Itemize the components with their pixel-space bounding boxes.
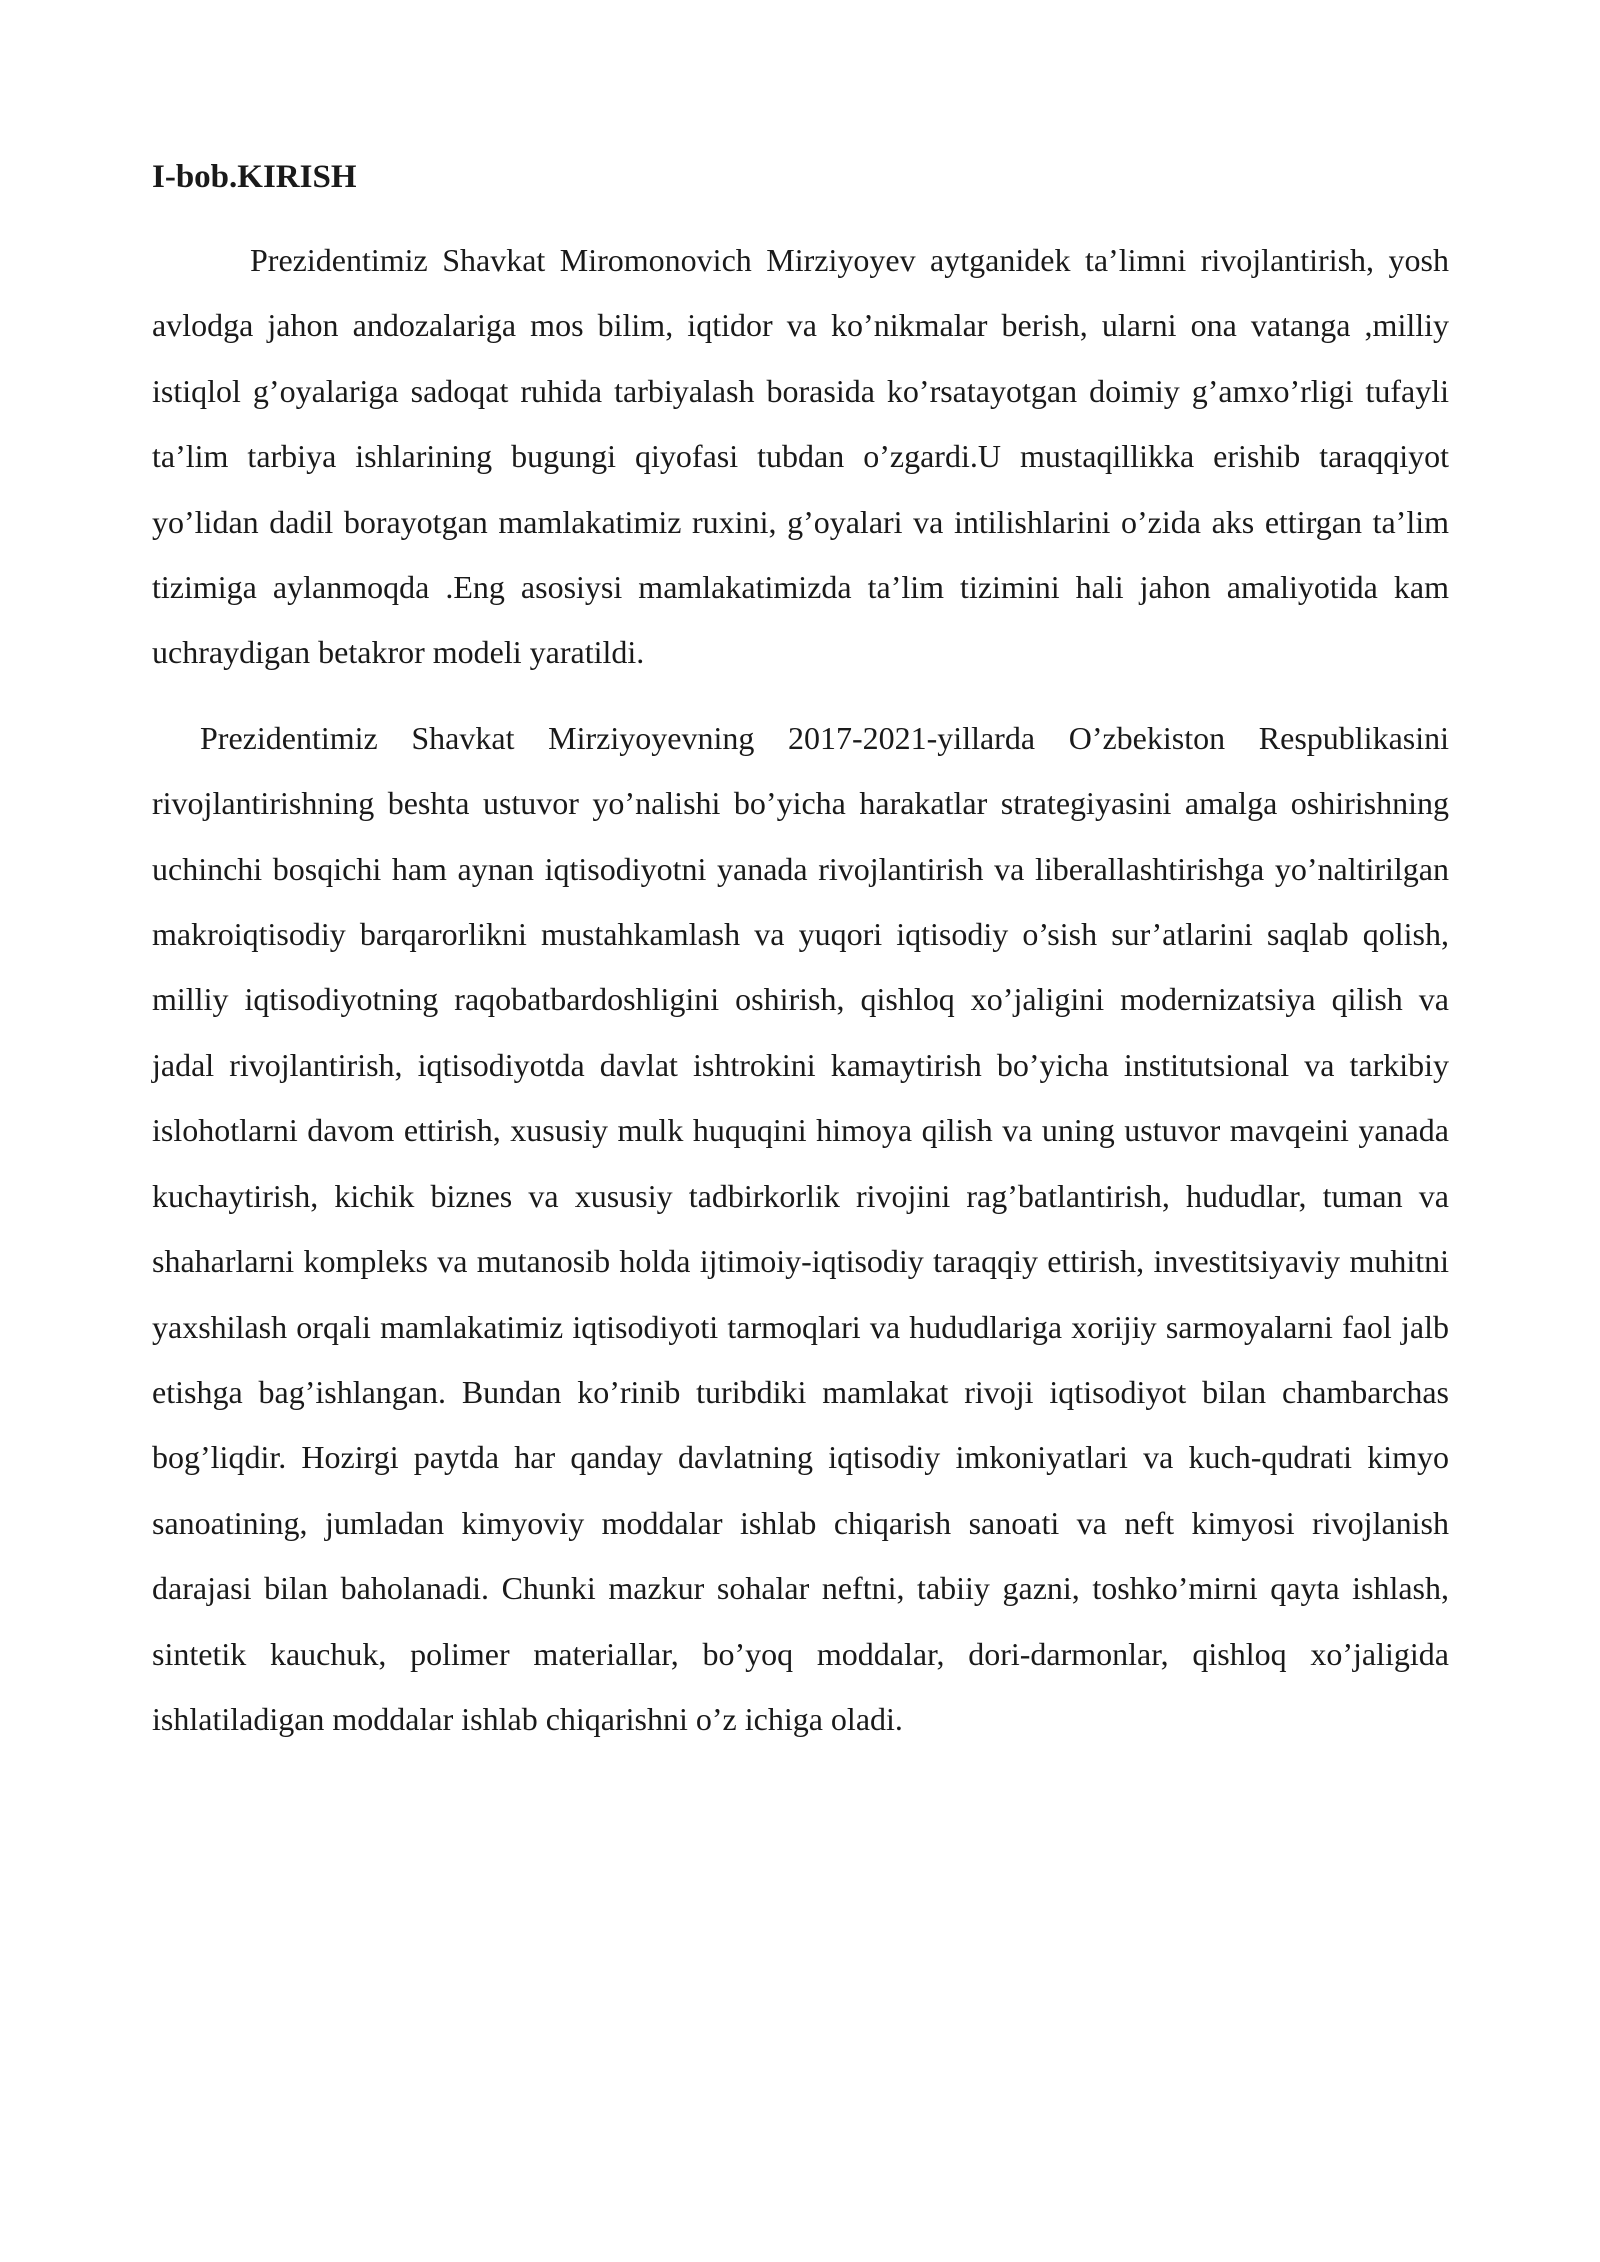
chapter-heading: I-bob.KIRISH [152, 159, 357, 195]
paragraph-2: Prezidentimiz Shavkat Mirziyoyevning 2017-2021-yillarda O’zbekiston Respublikasini rivojlantirishning beshta ustuvor yo’nalishi bo’yicha harakatlar strategiyasini amalga oshirishning uchinchi bosqichi ham aynan iqtisodiyotni yanada rivojlantirish va liberallashtirishga yo’naltirilgan makroiqtisodiy barqarorlikni mustahkamlash va yuqori iqtisodiy o’sish sur’atlarini saqlab qolish, milliy iqtisodiyotning raqobatbardoshligini oshirish, qishloq xo’jaligini modernizatsiya qilish va jadal rivojlantirish, iqtisodiyotda davlat ishtrokini kamaytirish bo’yicha institutsional va tarkibiy islohotlarni davom ettirish, xususiy mulk huquqini himoya qilish va uning ustuvor mavqeini yanada kuchaytirish, kichik biznes va xususiy tadbirkorlik rivojini rag’batlantirish, hududlar, tuman va shaharlarni kompleks va mutanosib holda ijtimoiy-iqtisodiy taraqqiy ettirish, investitsiyaviy muhitni yaxshilash orqali mamlakatimiz iqtisodiyoti tarmoqlari va hududlariga xorijiy sarmoyalarni faol jalb etishga bag’ishlangan. Bundan ko’rinib turibdiki mamlakat rivoji iqtisodiyot bilan chambarchas bog’liqdir. Hozirgi paytda har qanday davlatning iqtisodiy imkoniyatlari va kuch-qudrati kimyo sanoatining, jumladan kimyoviy moddalar ishlab chiqarish sanoati va neft kimyosi rivojlanish darajasi bilan baholanadi. Chunki mazkur sohalar neftni, tabiiy gazni, toshko’mirni qayta ishlash, sintetik kauchuk, polimer materiallar, bo’yoq moddalar, dori-darmonlar, qishloq xo’jaligida ishlatiladigan moddalar ishlab chiqarishni o’z ichiga oladi. [152, 719, 1449, 1737]
paragraph-1: Prezidentimiz Shavkat Miromonovich Mirziyoyev aytganidek ta’limni rivojlantirish, yosh avlodga jahon andozalariga mos bilim, iqtidor va ko’nikmalar berish, ularni ona vatanga ,milliy istiqlol g’oyalariga sadoqat ruhida tarbiyalash borasida ko’rsatayotgan doimiy g’amxo’rligi tufayli ta’lim tarbiya ishlarining bugungi qiyofasi tubdan o’zgardi.U mustaqillikka erishib taraqqiyot yo’lidan dadil borayotgan mamlakatimiz ruxini, g’oyalari va intilishlarini o’zida aks ettirgan ta’lim tizimiga aylanmoqda .Eng asosiysi mamlakatimizda ta’lim tizimini hali jahon amaliyotida kam uchraydigan betakror modeli yaratildi. [152, 242, 1449, 671]
document-body [152, 150, 1449, 1752]
